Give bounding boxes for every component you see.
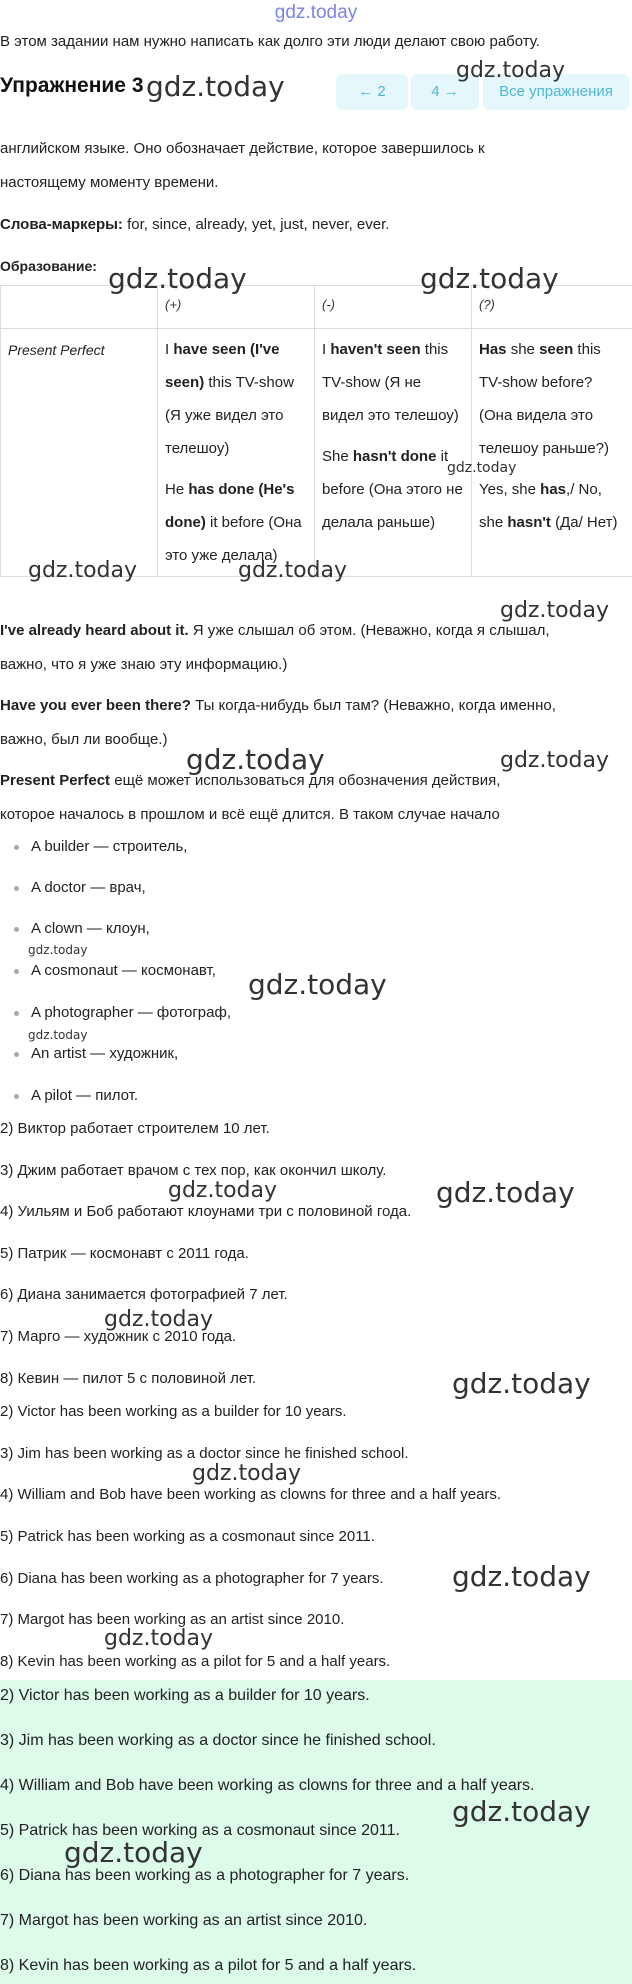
table-header-cell: (+) [158,286,315,329]
plus-cell [158,329,315,577]
text-fragment: seen [539,341,574,358]
prev-exercise-button[interactable] [336,74,408,110]
answer-sentence: 8) Kevin has been working as a pilot for 5 and a half years. [0,1957,417,1974]
markers-line [0,216,389,233]
table-header-cell: (-) [315,286,472,329]
bullet-icon [14,1094,19,1099]
watermark: gdz.today [456,58,566,83]
list-item-text: A photographer — фотограф, [31,1004,231,1021]
text-fragment: this TV-show (Я уже видел это телешоу) [165,374,294,457]
watermark: gdz.today [420,262,559,295]
note-text: Я уже слышал об этом. (Неважно, когда я слышал, [188,622,550,639]
list-item-text: A cosmonaut — космонавт, [31,962,216,979]
list-item [14,879,146,896]
bullet-icon [14,1011,19,1016]
text-fragment: it before (Она это уже делала) [165,514,302,564]
note-text: Ты когда-нибудь был там? (Неважно, когда именно, [190,697,556,714]
watermark: gdz.today [500,748,610,773]
page-title: Упражнение 3 [0,74,144,97]
note-3-line-2: которое началось в прошлом и всё ещё длится. В таком случае начало [0,806,500,823]
markers-text: for, since, already, yet, just, never, ever. [122,216,390,233]
watermark: gdz.today [238,558,348,583]
theory-line-1: английском языке. Оно обозначает действие, которое завершилось к [0,140,485,157]
english-sentence: 7) Margot has been working as an artist since 2010. [0,1611,345,1628]
answer-sentence: 6) Diana has been working as a photographer for 7 years. [0,1867,410,1884]
bullet-icon [14,927,19,932]
russian-sentence: 2) Виктор работает строителем 10 лет. [0,1120,270,1137]
text-fragment: He [165,481,189,498]
watermark: gdz.today [186,743,325,776]
russian-sentence: 7) Марго — художник с 2010 года. [0,1328,237,1345]
english-sentence: 8) Kevin has been working as a pilot for 5 and a half years. [0,1653,391,1670]
note-1 [0,622,550,639]
text-fragment: this TV-show (Я не видел это телешоу) [322,341,459,424]
english-sentence: 3) Jim has been working as a doctor since he finished school. [0,1445,409,1462]
note-text: ещё может использоваться для обозначения действия, [110,772,501,789]
formation-label: Образование: [0,258,97,274]
intro-text: В этом задании нам нужно написать как долго эти люди делают свою работу. [0,33,540,50]
text-fragment: haven't seen [330,341,421,358]
answer-sentence: 4) William and Bob have been working as clowns for three and a half years. [0,1777,535,1794]
list-item [14,962,216,979]
note-bold: Have you ever been there? [0,697,191,714]
prev-exercise-label: 2 [377,83,386,100]
text-fragment: (Да/ Нет) [550,514,618,531]
text-fragment: I [322,341,331,358]
english-sentence: 4) William and Bob have been working as clowns for three and a half years. [0,1486,502,1503]
text-fragment: (I've seen) [165,341,280,391]
english-sentence: 6) Diana has been working as a photographer for 7 years. [0,1570,384,1587]
text-fragment: she [506,341,540,358]
arrow-right-icon: → [443,83,459,100]
watermark: gdz.today [104,1307,214,1332]
note-bold: I've already heard about it. [0,622,189,639]
list-item [14,1004,231,1021]
english-sentence: 5) Patrick has been working as a cosmonaut since 2011. [0,1528,375,1545]
note-2-line-2: важно, был ли вообще.) [0,731,168,748]
answer-sentence: 3) Jim has been working as a doctor since he finished school. [0,1732,436,1749]
watermark: gdz.today [28,943,88,957]
text-fragment: ,/ No, she [479,481,602,531]
watermark: gdz.today [146,70,285,103]
watermark: gdz.today [436,1176,575,1209]
text-fragment: (He's done) [165,481,295,531]
bullet-icon [14,845,19,850]
list-item-text: A builder — строитель, [31,838,188,855]
watermark: gdz.today [447,460,517,476]
list-item [14,1087,138,1104]
russian-sentence: 3) Джим работает врачом с тех пор, как окончил школу. [0,1162,387,1179]
list-item-text: A clown — клоун, [31,920,150,937]
list-item-text: A doctor — врач, [31,879,146,896]
watermark: gdz.today [108,262,247,295]
text-fragment: I [165,341,174,358]
text-fragment: hasn't [507,514,551,531]
note-bold: Present Perfect [0,772,111,789]
watermark: gdz.today [104,1626,214,1651]
site-logo[interactable]: gdz.today [274,2,358,23]
next-exercise-label: 4 [431,83,440,100]
theory-line-2: настоящему моменту времени. [0,174,219,191]
table-row [1,329,632,577]
watermark: gdz.today [168,1178,278,1203]
list-item [14,838,187,855]
grammar-table [0,285,632,577]
all-exercises-button[interactable]: Все упражнения [483,74,629,110]
russian-sentence: 4) Уильям и Боб работают клоунами три с половиной года. [0,1203,412,1220]
bullet-icon [14,886,19,891]
text-fragment: has [540,481,567,498]
list-item-text: A pilot — пилот. [31,1087,139,1104]
watermark: gdz.today [452,1560,591,1593]
english-sentence: 2) Victor has been working as a builder for 10 years. [0,1403,347,1420]
answer-sentence: 2) Victor has been working as a builder for 10 years. [0,1687,370,1704]
note-1-line-2: важно, что я уже знаю эту информацию.) [0,656,288,673]
answer-sentence: 5) Patrick has been working as a cosmonaut since 2011. [0,1822,400,1839]
russian-sentence: 5) Патрик — космонавт с 2011 года. [0,1245,249,1262]
list-item [14,1045,178,1062]
text-fragment: this TV-show before? (Она видела это телешоу раньше?) [479,341,610,457]
minus-cell [315,329,472,577]
text-fragment: Has [479,341,507,358]
watermark: gdz.today [192,1461,302,1486]
arrow-left-icon: ← [358,83,374,100]
watermark: gdz.today [28,558,138,583]
bullet-icon [14,969,19,974]
answer-sentence: 7) Margot has been working as an artist since 2010. [0,1912,368,1929]
watermark: gdz.today [452,1795,591,1828]
text-fragment: Yes, she [479,481,541,498]
watermark: gdz.today [28,1028,88,1042]
text-fragment: She [322,448,353,465]
markers-label: Слова-маркеры: [0,216,123,233]
list-item-text: An artist — художник, [31,1045,179,1062]
text-fragment: has done [188,481,255,498]
text-fragment: have seen [173,341,246,358]
table-header-cell: (?) [472,286,632,329]
note-2 [0,697,556,714]
list-item [14,920,150,937]
tense-cell: Present Perfect [1,329,158,577]
russian-sentence: 8) Кевин — пилот 5 с половиной лет. [0,1370,257,1387]
watermark: gdz.today [248,968,387,1001]
text-fragment: hasn't done [352,448,437,465]
text-fragment: it before (Она этого не делала раньше) [322,448,463,531]
watermark: gdz.today [64,1836,203,1869]
question-cell [472,329,632,577]
watermark: gdz.today [452,1367,591,1400]
russian-sentence: 6) Диана занимается фотографией 7 лет. [0,1286,288,1303]
watermark: gdz.today [500,598,610,623]
bullet-icon [14,1052,19,1057]
